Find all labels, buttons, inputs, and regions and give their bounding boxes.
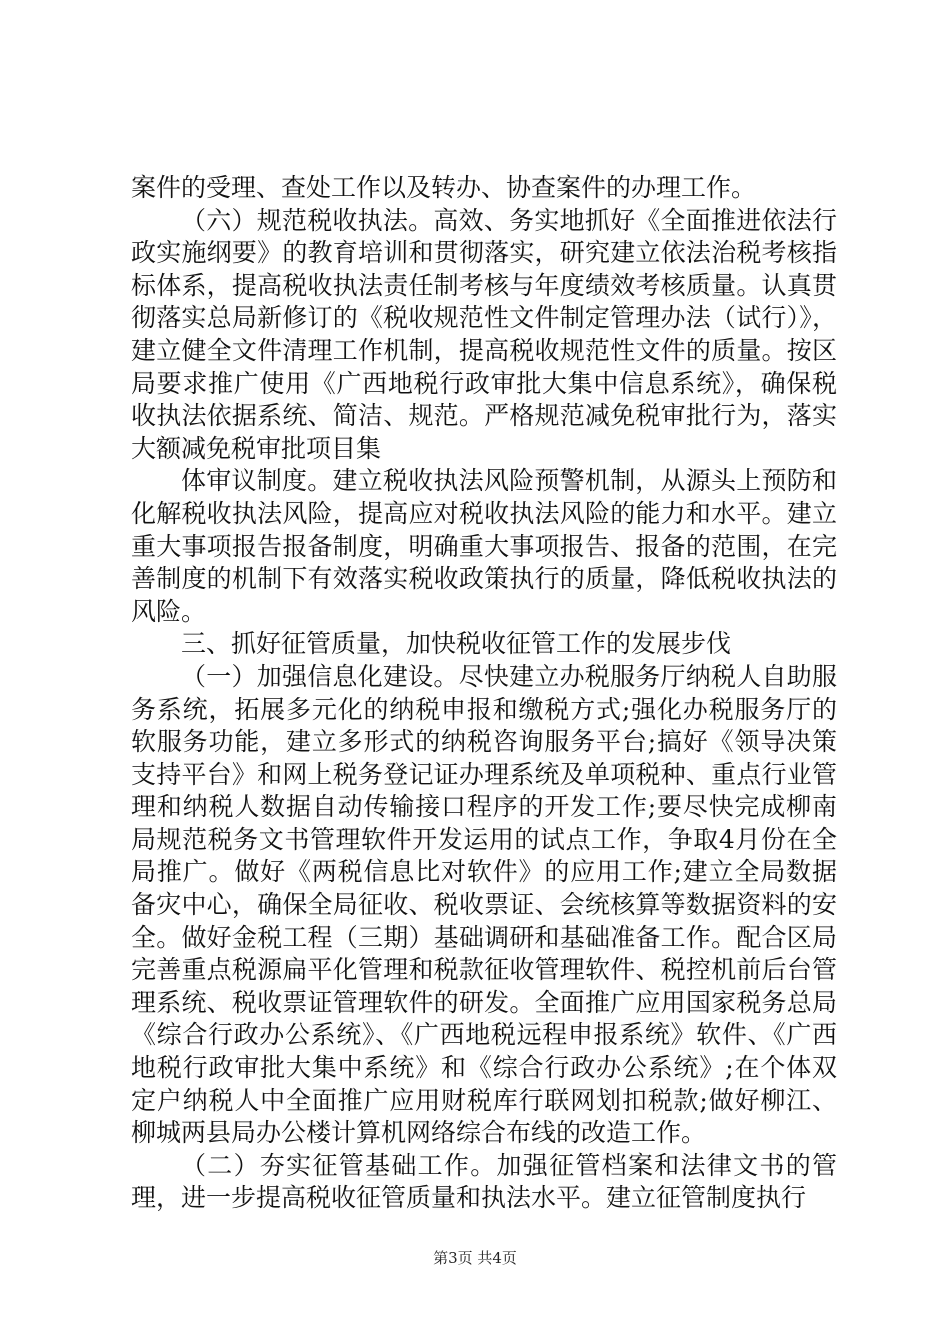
paragraph-two-foundation: （二）夯实征管基础工作。加强征管档案和法律文书的管理，进一步提高税收征管质量和执法水平。建立征管制度执行 [131, 1150, 837, 1213]
section-heading-three: 三、抓好征管质量，加快税收征管工作的发展步伐 [181, 629, 732, 659]
paragraph-six-regulate-enforcement: （六）规范税收执法。高效、务实地抓好《全面推进依法行政实施纲要》的教育培训和贯彻落实，研究建立依法治税考核指标体系，提高税收执法责任制考核与年度绩效考核质量。认真贯彻落实总局新修订的《税收规范性文件制定管理办法（试行）》，建立健全文件清理工作机制，提高税收规范性文件的质量。按区局要求推广使用《广西地税行政审批大集中信息系统》，确保税收执法依据系统、简洁、规范。严格规范减免税审批行为，落实大额减免税审批项目集 [131, 205, 837, 463]
paragraph-collective-review: 体审议制度。建立税收执法风险预警机制，从源头上预防和化解税收执法风险，提高应对税收执法风险的能力和水平。建立重大事项报告报备制度，明确重大事项报告、报备的范围，在完善制度的机制下有效落实税收政策执行的质量，降低税收执法的风险。 [131, 466, 837, 626]
paragraph-one-informatization: （一）加强信息化建设。尽快建立办税服务厅纳税人自助服务系统，拓展多元化的纳税申报和缴税方式;强化办税服务厅的软服务功能，建立多形式的纳税咨询服务平台;搞好《领导决策支持平台》和网上税务登记证办理系统及单项税种、重点行业管理和纳税人数据自动传输接口程序的开发工作;要尽快完成柳南局规范税务文书管理软件开发运用的试点工作，争取4月份在全局推广。做好《两税信息比对软件》的应用工作;建立全局数据备灾中心，确保全局征收、税收票证、会统核算等数据资料的安全。做好金税工程（三期）基础调研和基础准备工作。配合区局完善重点税源扁平化管理和税款征收管理软件、税控机前后台管理系统、税收票证管理软件的研发。全面推广应用国家税务总局《综合行政办公系统》、《广西地税远程申报系统》软件、《广西地税行政审批大集中系统》和《综合行政办公系统》;在个体双定户纳税人中全面推广应用财税库行联网划扣税款;做好柳江、柳城两县局办公楼计算机网络综合布线的改造工作。 [131, 661, 837, 1148]
document-body [131, 172, 837, 1215]
paragraph-case-handling: 案件的受理、查处工作以及转办、协查案件的办理工作。 [131, 173, 757, 202]
page-footer: 第3页 共4页 [433, 1249, 517, 1267]
